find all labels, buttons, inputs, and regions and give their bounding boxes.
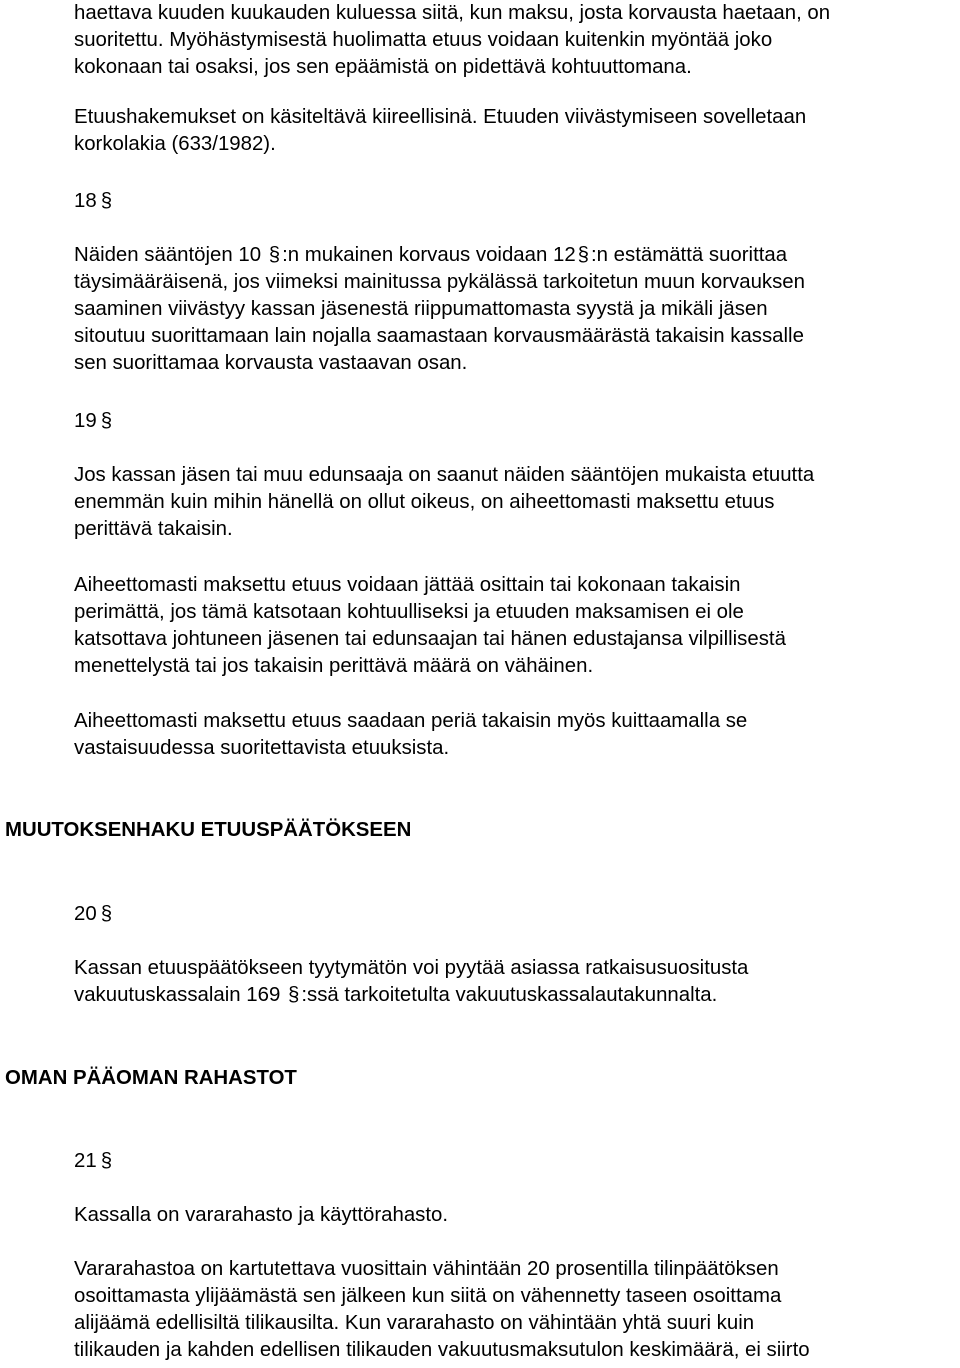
text-line: perittävä takaisin.	[74, 518, 233, 540]
section-18-number	[74, 188, 112, 215]
text-line: sitoutuu suorittamaan lain nojalla saamastaan korvausmäärästä takaisin kassalle	[74, 325, 804, 347]
section-sign-icon: §	[268, 244, 281, 266]
text-line: Aiheettomasti maksettu etuus voidaan jättää osittain tai kokonaan takaisin	[74, 574, 741, 596]
text-line: katsottava johtuneen jäsenen tai edunsaajan tai hänen edustajansa vilpillisestä	[74, 628, 786, 650]
section-number: 21	[74, 1150, 97, 1172]
text-line: alijäämä edellisiltä tilikausilta. Kun vararahasto on vähintään yhtä suuri kuin	[74, 1312, 755, 1334]
heading-equity-funds: OMAN PÄÄOMAN RAHASTOT	[5, 1067, 297, 1089]
text-line: sen suorittamaa korvausta vastaavan osan.	[74, 352, 468, 374]
section-sign-icon: §	[100, 903, 113, 925]
text-line: Vararahastoa on kartutettava vuosittain vähintään 20 prosentilla tilinpäätöksen	[74, 1258, 779, 1280]
section-20-number	[74, 901, 112, 928]
section-19-number	[74, 408, 112, 435]
text-line: kokonaan tai osaksi, jos sen epäämistä on pidettävä kohtuuttomana.	[74, 56, 692, 78]
section-19-paragraph-3	[74, 708, 957, 762]
section-20-paragraph	[74, 955, 957, 1009]
text-line: osoittamasta ylijäämästä sen jälkeen kun siitä on vähennetty taseen osoittama	[74, 1285, 782, 1307]
text-line: vastaisuudessa suoritettavista etuuksista.	[74, 737, 450, 759]
section-sign-icon: §	[287, 984, 300, 1006]
text-fragment: :n mukainen korvaus voidaan 12	[282, 244, 576, 266]
text-line: tilikauden ja kahden edellisen tilikauden vakuutusmaksutulon keskimäärä, ei siirto	[74, 1339, 810, 1361]
section-19-paragraph-2	[74, 572, 957, 680]
section-sign-icon: §	[100, 410, 113, 432]
section-sign-icon: §	[577, 244, 590, 266]
text-line: menettelystä tai jos takaisin perittävä määrä on vähäinen.	[74, 655, 594, 677]
section-19-paragraph-1	[74, 462, 957, 543]
text-line: saaminen viivästyy kassan jäsenestä riippumattomasta syystä ja mikäli jäsen	[74, 298, 768, 320]
text-line: haettava kuuden kuukauden kuluessa siitä, kun maksu, josta korvausta haetaan, on	[74, 2, 831, 24]
section-number: 19	[74, 410, 97, 432]
text-line: Etuushakemukset on käsiteltävä kiireellisinä. Etuuden viivästymiseen sovelletaan	[74, 106, 807, 128]
intro-paragraph	[74, 0, 957, 81]
text-fragment: :n estämättä suorittaa	[591, 244, 788, 266]
heading-appeal: MUUTOKSENHAKU ETUUSPÄÄTÖKSEEN	[5, 819, 412, 841]
text-line	[74, 982, 957, 1009]
text-line: Jos kassan jäsen tai muu edunsaaja on saanut näiden sääntöjen mukaista etuutta	[74, 464, 815, 486]
section-21-paragraph-1: Kassalla on vararahasto ja käyttörahasto.	[74, 1204, 449, 1226]
text-line: perimättä, jos tämä katsotaan kohtuulliseksi ja etuuden maksamisen ei ole	[74, 601, 744, 623]
text-line	[74, 242, 957, 269]
section-21-paragraph-2	[74, 1256, 957, 1364]
text-line: korkolakia (633/1982).	[74, 133, 276, 155]
text-line: täysimääräisenä, jos viimeksi mainitussa pykälässä tarkoitetun muun korvauksen	[74, 271, 805, 293]
text-line: Kassan etuuspäätökseen tyytymätön voi pyytää asiassa ratkaisusuositusta	[74, 957, 749, 979]
text-fragment: :ssä tarkoitetulta vakuutuskassalautakunnalta.	[301, 984, 718, 1006]
section-18-paragraph	[74, 242, 957, 377]
section-sign-icon: §	[100, 190, 113, 212]
section-sign-icon: §	[100, 1150, 113, 1172]
section-number: 18	[74, 190, 97, 212]
section-number: 20	[74, 903, 97, 925]
text-fragment: vakuutuskassalain 169	[74, 984, 281, 1006]
text-fragment: Näiden sääntöjen 10	[74, 244, 262, 266]
text-line: enemmän kuin mihin hänellä on ollut oikeus, on aiheettomasti maksettu etuus	[74, 491, 775, 513]
processing-paragraph	[74, 104, 957, 158]
section-21-number	[74, 1148, 112, 1175]
text-line: Aiheettomasti maksettu etuus saadaan periä takaisin myös kuittaamalla se	[74, 710, 748, 732]
text-line: suoritettu. Myöhästymisestä huolimatta etuus voidaan kuitenkin myöntää joko	[74, 29, 773, 51]
